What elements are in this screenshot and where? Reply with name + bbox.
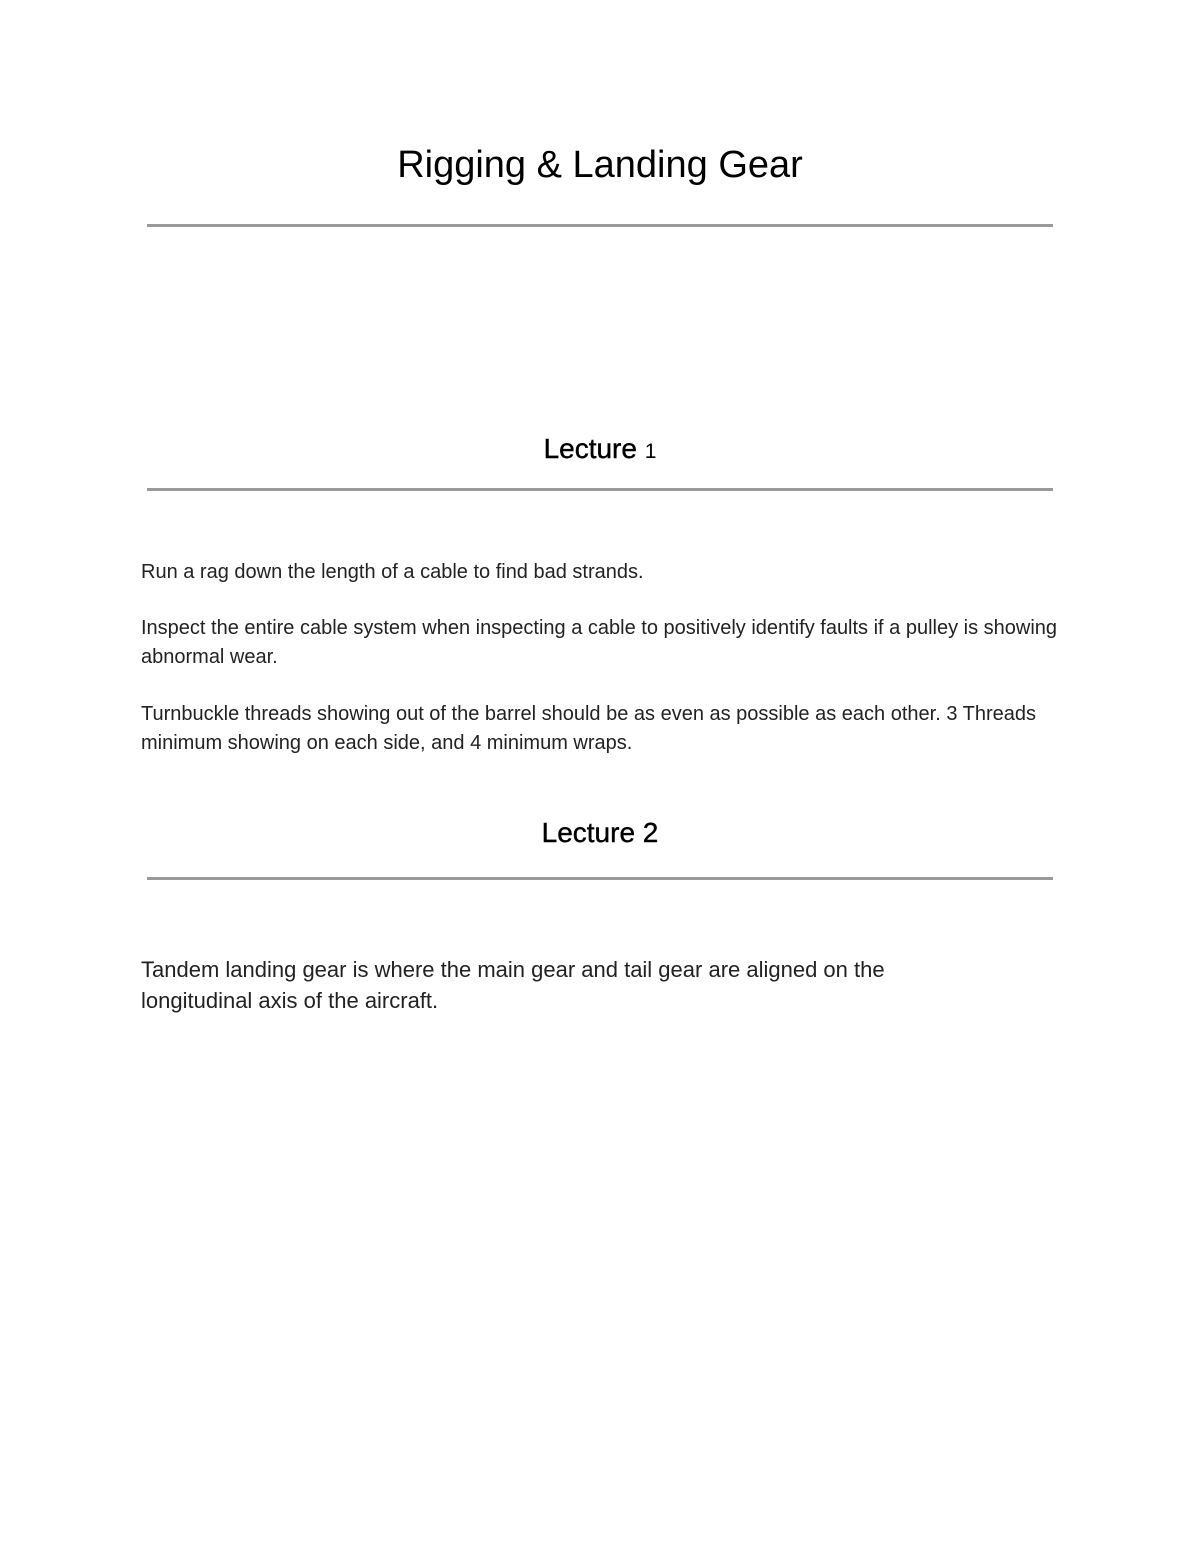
lecture-1-paragraph-2: Inspect the entire cable system when inspecting a cable to positively identify faults if a pulley is showing abnormal wear. bbox=[141, 617, 1058, 668]
lecture-2-heading: Lecture 2 bbox=[541, 817, 659, 848]
lecture-1-heading-word: Lecture bbox=[543, 433, 637, 464]
lecture-1-heading-number: 1 bbox=[644, 440, 657, 463]
lecture-2-divider bbox=[147, 877, 1053, 880]
lecture-1-paragraph-3: Turnbuckle threads showing out of the barrel should be as even as possible as each other. 3 Threads minimum showing on each side, and 4 minimum wraps. bbox=[141, 703, 1036, 754]
title-divider bbox=[147, 224, 1053, 227]
lecture-2-paragraph-1: Tandem landing gear is where the main gear and tail gear are aligned on the longitudinal axis of the aircraft. bbox=[141, 957, 885, 1013]
lecture-1-divider bbox=[147, 488, 1053, 491]
lecture-1-heading bbox=[0, 432, 1200, 469]
document-title: Rigging & Landing Gear bbox=[397, 144, 803, 186]
lecture-1-paragraph-1: Run a rag down the length of a cable to find bad strands. bbox=[141, 561, 644, 583]
